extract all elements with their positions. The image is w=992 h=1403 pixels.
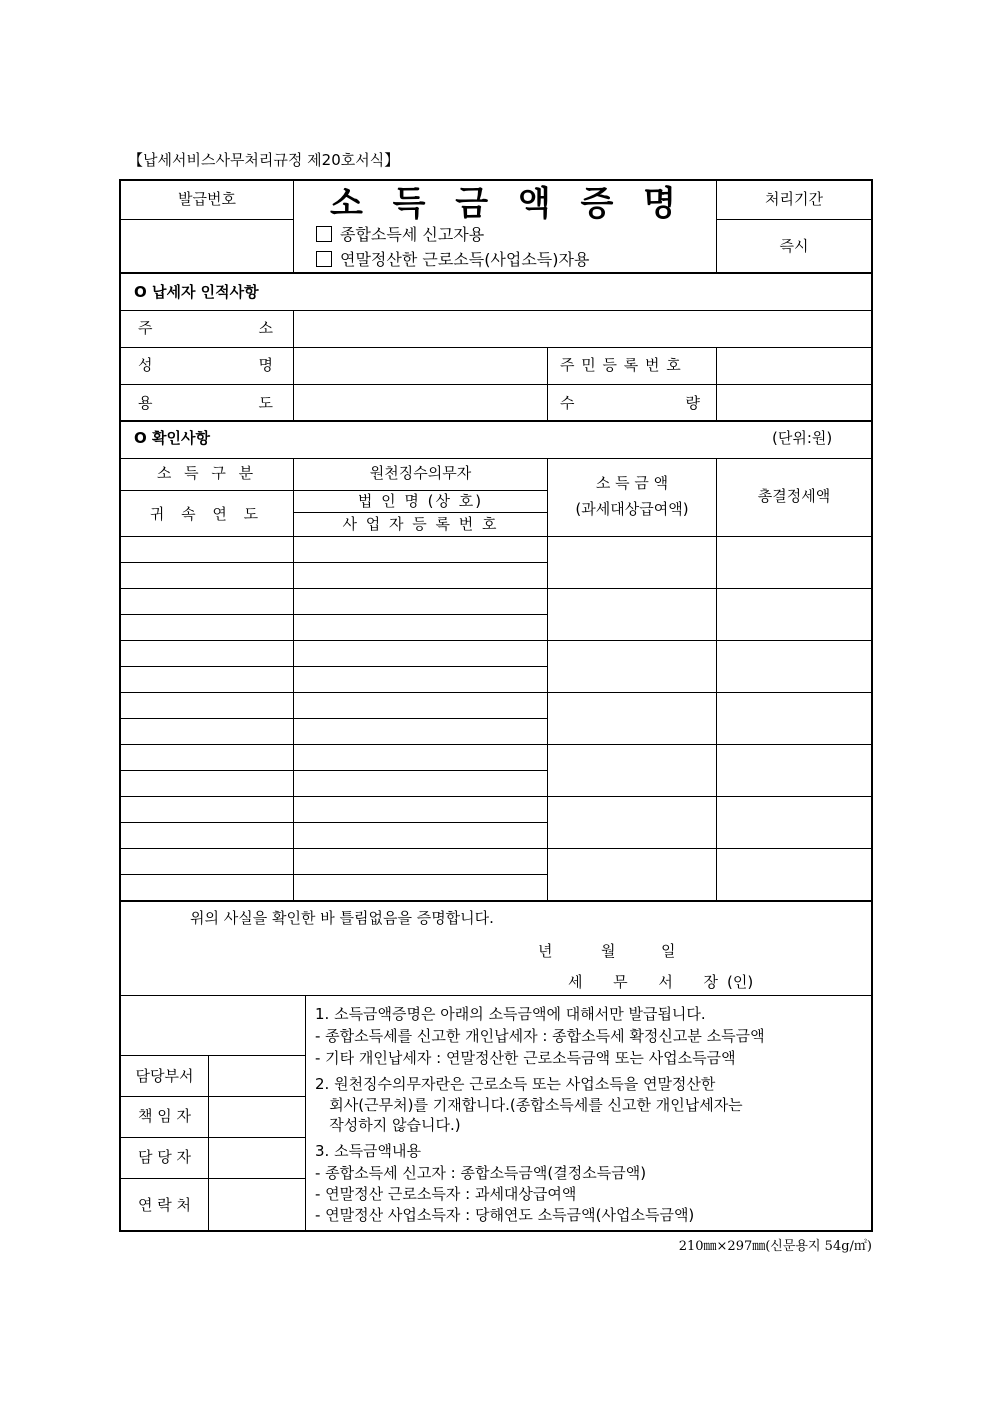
note-line: - 종합소득세를 신고한 개인납세자 : 종합소득세 확정신고분 소득금액 [315,1027,765,1045]
total-tax-cell[interactable] [718,537,870,587]
attribution-year-cell[interactable] [121,771,292,795]
confirmation-section-title: O 확인사항 [134,429,210,447]
income-amount-cell[interactable] [549,745,715,795]
col-total-tax: 총결정세액 [757,487,831,505]
col-withholding-agent: 원천징수의무자 [369,464,472,482]
address-field[interactable] [295,312,870,346]
total-tax-cell[interactable] [718,797,870,847]
staff-department-field[interactable] [210,1057,304,1095]
corporation-name-cell[interactable] [295,693,546,717]
checkbox-icon[interactable] [316,251,332,267]
purpose-option-yearend[interactable]: 연말정산한 근로소득(사업소득)자용 [316,251,589,269]
resident-number-label: 주 민 등 록 번 호 [560,356,682,374]
issue-number-label: 발급번호 [178,190,236,208]
total-tax-cell[interactable] [718,693,870,743]
name-field[interactable] [295,349,546,383]
business-reg-number-cell[interactable] [295,563,546,587]
form-label: 【납세서비스사무처리규정 제20호서식】 [128,151,400,169]
note-line: 2. 원천징수의무자란은 근로소득 또는 사업소득을 연말정산한 [315,1075,716,1093]
income-amount-cell[interactable] [549,589,715,639]
attribution-year-cell[interactable] [121,719,292,743]
purpose-option-general[interactable]: 종합소득세 신고자용 [316,226,484,244]
income-amount-cell[interactable] [549,537,715,587]
income-type-cell[interactable] [121,849,292,873]
staff-manager-label: 책 임 자 [137,1107,191,1125]
processing-period-value: 즉시 [779,237,809,255]
note-line: 1. 소득금액증명은 아래의 소득금액에 대해서만 발급됩니다. [315,1005,706,1023]
income-amount-cell[interactable] [549,641,715,691]
col-income-amount: 소 득 금 액 [595,474,669,492]
corporation-name-cell[interactable] [295,797,546,821]
issuer-title: 세 무 서 장 [568,973,718,991]
corporation-name-cell[interactable] [295,589,546,613]
certification-statement: 위의 사실을 확인한 바 틀림없음을 증명합니다. [190,909,494,927]
paper-spec-footer: 210㎜×297㎜(신문용지 54g/㎡) [678,1239,872,1254]
corporation-name-cell[interactable] [295,537,546,561]
col-income-amount-sub: (과세대상급여액) [575,500,689,518]
income-type-cell[interactable] [121,537,292,561]
col-income-type: 소 득 구 분 [156,464,258,482]
attribution-year-cell[interactable] [121,875,292,899]
note-line: 작성하지 않습니다.) [315,1116,461,1134]
address-label: 주 소 [138,319,273,337]
income-amount-cell[interactable] [549,849,715,899]
note-line: 회사(근무처)를 기재합니다.(종합소득세를 신고한 개인납세자는 [315,1096,743,1114]
col-business-reg-number: 사 업 자 등 록 번 호 [342,515,499,533]
date-month-label: 월 [601,942,616,960]
checkbox-icon[interactable] [316,226,332,242]
income-type-cell[interactable] [121,641,292,665]
attribution-year-cell[interactable] [121,823,292,847]
date-year-label: 년 [538,942,553,960]
note-line: - 연말정산 사업소득자 : 당해연도 소득금액(사업소득금액) [315,1206,695,1224]
business-reg-number-cell[interactable] [295,667,546,691]
resident-number-field[interactable] [718,349,870,383]
income-type-cell[interactable] [121,589,292,613]
business-reg-number-cell[interactable] [295,719,546,743]
document-title: 소 득 금 액 증 명 [330,183,680,224]
quantity-field[interactable] [718,386,870,419]
staff-department-label: 담당부서 [135,1067,194,1085]
corporation-name-cell[interactable] [295,849,546,873]
corporation-name-cell[interactable] [295,745,546,769]
staff-officer-field[interactable] [210,1139,304,1177]
income-type-cell[interactable] [121,797,292,821]
name-label: 성 명 [138,356,273,374]
processing-period-label: 처리기간 [765,190,823,208]
note-line: - 종합소득세 신고자 : 종합소득금액(결정소득금액) [315,1164,647,1182]
total-tax-cell[interactable] [718,641,870,691]
income-type-cell[interactable] [121,693,292,717]
attribution-year-cell[interactable] [121,563,292,587]
staff-manager-field[interactable] [210,1098,304,1136]
total-tax-cell[interactable] [718,589,870,639]
business-reg-number-cell[interactable] [295,771,546,795]
taxpayer-section-title: O 납세자 인적사항 [134,283,259,301]
note-line: 3. 소득금액내용 [315,1142,422,1160]
note-line: - 연말정산 근로소득자 : 과세대상급여액 [315,1185,577,1203]
total-tax-cell[interactable] [718,745,870,795]
col-attribution-year: 귀 속 연 도 [149,505,265,523]
income-amount-cell[interactable] [549,797,715,847]
usage-purpose-label: 용 도 [138,394,273,412]
business-reg-number-cell[interactable] [295,823,546,847]
staff-contact-field[interactable] [210,1180,304,1229]
corporation-name-cell[interactable] [295,641,546,665]
seal-mark: (인) [727,973,754,991]
date-day-label: 일 [661,942,676,960]
income-amount-cell[interactable] [549,693,715,743]
unit-label: (단위:원) [772,429,833,447]
staff-officer-label: 담 당 자 [137,1148,191,1166]
income-type-cell[interactable] [121,745,292,769]
quantity-label: 수 량 [560,394,700,412]
total-tax-cell[interactable] [718,849,870,899]
staff-contact-label: 연 락 처 [137,1196,191,1214]
col-corporation-name: 법 인 명 (상 호) [357,492,484,510]
business-reg-number-cell[interactable] [295,875,546,899]
attribution-year-cell[interactable] [121,615,292,639]
issue-number-field[interactable] [121,221,292,271]
usage-purpose-field[interactable] [295,386,546,419]
note-line: - 기타 개인납세자 : 연말정산한 근로소득금액 또는 사업소득금액 [315,1049,736,1067]
attribution-year-cell[interactable] [121,667,292,691]
business-reg-number-cell[interactable] [295,615,546,639]
